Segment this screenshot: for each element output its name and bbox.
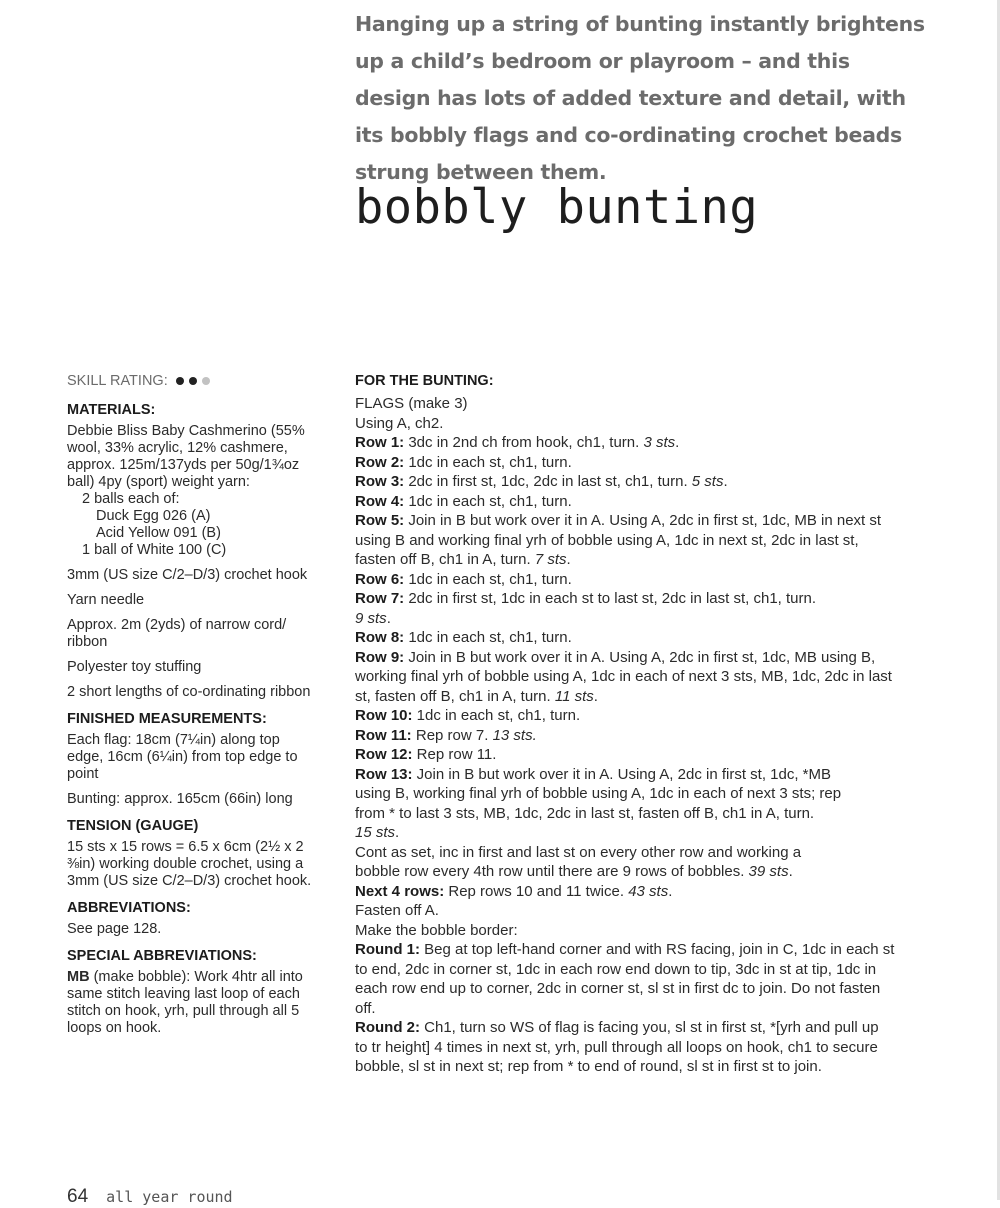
tension-heading: TENSION (GAUGE) [67, 818, 199, 834]
materials-yarn-block [67, 423, 317, 559]
row-label: Row 12: [355, 746, 413, 763]
row-8 [355, 628, 895, 648]
row-label: Row 10: [355, 707, 413, 724]
row-text: 1dc in each st, ch1, turn. [404, 492, 572, 510]
row-label: Round 1: [355, 941, 420, 958]
start-instruction: Using A, ch2. [355, 414, 444, 432]
row-text: 1dc in each st, ch1, turn. [404, 629, 572, 646]
stitch-count: 9 sts [355, 609, 387, 627]
materials-color-c: 1 ball of White 100 (C) [82, 542, 227, 558]
row-text: Rep row 11. [412, 746, 497, 763]
row-text: 2dc in first st, 1dc in each st to last st, 2dc in last st, ch1, turn. [404, 590, 817, 607]
row-text: 2dc in first st, 1dc, 2dc in last st, ch1, turn. [404, 473, 692, 490]
stitch-count: 3 sts [643, 434, 676, 451]
row-text: 1dc in each st, ch1, turn. [404, 570, 572, 588]
row-text: Join in B but work over it in A. Using A, 2dc in first st, 1dc, MB using B, working final yrh of bobble using A, 1dc in each of next 3 sts, MB, 1dc, 2dc in last st, fasten off B, ch1 in A, turn. [355, 648, 892, 705]
row-9: Row 9: Join in B but work over it in A. Using A, 2dc in first st, 1dc, MB using B, working final yrh of bobble using A, 1dc in each of next 3 sts, MB, 1dc, 2dc in last st, fasten off B, ch1 in A, turn. 11 sts. [355, 648, 892, 705]
round-1 [355, 940, 895, 1018]
stitch-count: 43 sts [628, 882, 669, 900]
row-1: Row 1: 3dc in 2nd ch from hook, ch1, turn. 3 sts. [355, 434, 680, 451]
pattern-title: bobbly bunting [355, 180, 759, 235]
materials-yarn: Debbie Bliss Baby Cashmerino (55% wool, 33% acrylic, 12% cashmere, approx. 125m/137yds per 50g/1¾oz ball) 4py (sport) weight yarn: [67, 423, 305, 490]
stitch-count: 11 sts [554, 687, 594, 705]
next-4-rows: Next 4 rows: Rep rows 10 and 11 twice. 43 sts. [355, 882, 673, 900]
bunting-heading: FOR THE BUNTING: [355, 373, 494, 389]
border-subheading: Make the bobble border: [355, 921, 518, 939]
continue-instruction: Cont as set, inc in first and last st on every other row and working a bobble row every 4th row until there are 9 rows of bobbles. 39 sts. [355, 843, 802, 880]
row-label: Next 4 rows: [355, 882, 445, 900]
stitch-count: 5 sts [691, 473, 724, 490]
round-2 [355, 1018, 895, 1077]
materials-cord: Approx. 2m (2yds) of narrow cord/ ribbon [67, 617, 287, 650]
row-10 [355, 706, 895, 726]
row-text: Rep rows 10 and 11 twice. [444, 882, 629, 900]
page-footer [67, 1186, 233, 1206]
materials-color-b: Acid Yellow 091 (B) [96, 525, 221, 541]
row-2 [355, 453, 895, 473]
skill-dot-empty-icon [202, 377, 210, 385]
special-term: MB [67, 969, 90, 985]
row-label: Row 3: [355, 473, 405, 490]
row-label: Row 11: [355, 726, 412, 744]
stitch-count: 39 sts [748, 863, 789, 880]
left-column [67, 370, 317, 1045]
finished-bunting: Bunting: approx. 165cm (66in) long [67, 791, 293, 807]
materials-heading: MATERIALS: [67, 402, 156, 418]
special-definition: (make bobble): Work 4htr all into same stitch leaving last loop of each stitch on hook, yrh, pull through all 5 loops on hook. [67, 969, 303, 1036]
fasten-off: Fasten off A. [355, 902, 439, 919]
stitch-count: 7 sts [534, 551, 567, 568]
row-6 [355, 570, 895, 590]
row-label: Row 9: [355, 648, 405, 666]
abbreviations-heading: ABBREVIATIONS: [67, 900, 191, 916]
intro-paragraph: Hanging up a string of bunting instantly brightens up a child’s bedroom or playroom – and this design has lots of added texture and detail, with its bobbly flags and co-ordinating crochet beads strung between them. [355, 12, 925, 184]
materials-ribbon: 2 short lengths of co-ordinating ribbon [67, 684, 311, 700]
row-11: Row 11: Rep row 7. 13 sts. [355, 726, 537, 744]
row-3: Row 3: 2dc in first st, 1dc, 2dc in last st, ch1, turn. 5 sts. [355, 473, 728, 490]
row-text: Cont as set, inc in first and last st on every other row and working a bobble row every 4th row until there are 9 rows of bobbles. [355, 843, 802, 880]
row-label: Round 2: [355, 1019, 420, 1036]
materials-balls-each: 2 balls each of: [82, 491, 180, 507]
row-label: Row 8: [355, 629, 405, 646]
pattern-column [355, 373, 895, 1077]
row-text: Ch1, turn so WS of flag is facing you, sl st in first st, *[yrh and pull up to tr height] 4 times in next st, yrh, pull through all loops on hook, ch1 to secure bobble, sl st in next st; rep from * to end of round, sl st in first st to join. [355, 1019, 879, 1075]
special-abbreviations-heading: SPECIAL ABBREVIATIONS: [67, 948, 257, 964]
row-4 [355, 492, 895, 512]
row-text: Beg at top left-hand corner and with RS facing, join in C, 1dc in each st to end, 2dc in corner st, 1dc in each row end down to tip, 3dc in st at tip, 1dc in each row end up to corner, 2dc in corner st, sl st in first dc to join. Do not fasten off. [355, 941, 895, 1017]
abbreviations-text: See page 128. [67, 921, 162, 937]
materials-stuffing: Polyester toy stuffing [67, 659, 202, 675]
special-abbreviations-text [67, 969, 317, 1037]
page-number: 64 [67, 1186, 89, 1207]
skill-rating-label: SKILL RATING: [67, 372, 168, 389]
row-text: 1dc in each st, ch1, turn. [412, 707, 581, 724]
row-text: 3dc in 2nd ch from hook, ch1, turn. [404, 434, 644, 451]
book-title: all year round [106, 1188, 233, 1206]
row-label: Row 7: [355, 590, 405, 607]
row-13: Row 13: Join in B but work over it in A. Using A, 2dc in first st, 1dc, *MB using B, working final yrh of bobble using A, 1dc in each of next 3 sts; rep from * to last 3 sts, MB, 1dc, 2dc in last st, fasten off B, ch1 in A, turn. 15 sts. [355, 765, 842, 841]
stitch-count: 15 sts [355, 824, 396, 841]
finished-flag: Each flag: 18cm (7¼in) along top edge, 16cm (6¼in) from top edge to point [67, 732, 298, 782]
row-label: Row 2: [355, 453, 405, 471]
skill-rating [67, 370, 317, 392]
materials-color-a: Duck Egg 026 (A) [96, 508, 211, 524]
skill-dot-filled-icon [176, 377, 184, 385]
finished-heading: FINISHED MEASUREMENTS: [67, 711, 267, 727]
row-label: Row 13: [355, 765, 413, 783]
row-12 [355, 745, 895, 765]
flags-subheading: FLAGS (make 3) [355, 395, 468, 412]
stitch-count: 13 sts [492, 726, 533, 744]
row-label: Row 1: [355, 434, 405, 451]
tension-text: 15 sts x 15 rows = 6.5 x 6cm (2½ x 2 ⅜in) working double crochet, using a 3mm (US size C/2–D/3) crochet hook. [67, 839, 312, 889]
row-label: Row 4: [355, 492, 405, 510]
materials-hook: 3mm (US size C/2–D/3) crochet hook [67, 567, 308, 583]
row-7: Row 7: 2dc in first st, 1dc in each st to last st, 2dc in last st, ch1, turn. 9 sts. [355, 590, 817, 627]
row-label: Row 6: [355, 570, 405, 588]
row-text: Join in B but work over it in A. Using A, 2dc in first st, 1dc, *MB using B, working final yrh of bobble using A, 1dc in each of next 3 sts; rep from * to last 3 sts, MB, 1dc, 2dc in last st, fasten off B, ch1 in A, turn. [355, 765, 842, 822]
materials-needle: Yarn needle [67, 592, 145, 608]
skill-dot-filled-icon [189, 377, 197, 385]
row-5: Row 5: Join in B but work over it in A. Using A, 2dc in first st, 1dc, MB in next st using B and working final yrh of bobble using A, 1dc in next st, 2dc in last st, fasten off B, ch1 in A, turn. 7 sts. [355, 512, 882, 568]
row-text: 1dc in each st, ch1, turn. [404, 453, 572, 471]
row-text: Join in B but work over it in A. Using A, 2dc in first st, 1dc, MB in next st using B and working final yrh of bobble using A, 1dc in next st, 2dc in last st, fasten off B, ch1 in A, turn. [355, 512, 882, 568]
row-text: Rep row 7. [411, 726, 493, 744]
row-label: Row 5: [355, 512, 405, 529]
